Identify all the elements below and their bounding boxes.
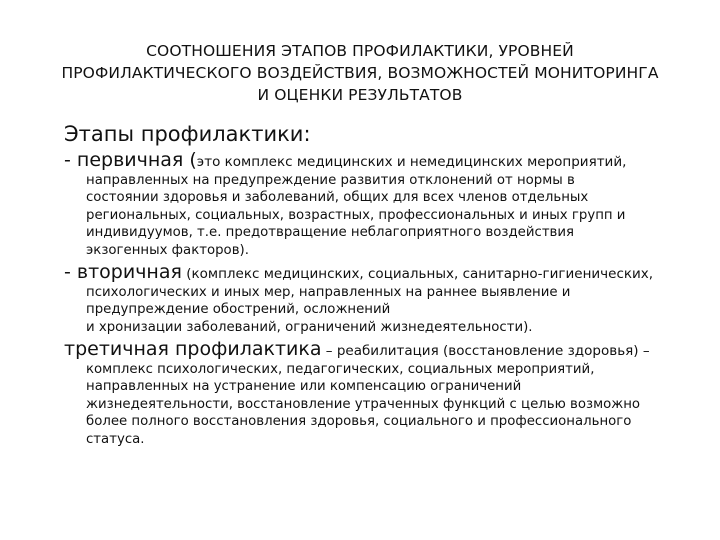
primary-lead-text: это комплекс медицинских и немедицинских мероприятий, [196, 154, 627, 170]
primary-term: - первичная ( [64, 149, 197, 171]
secondary-prevention-block [64, 262, 653, 336]
title-line: ПРОФИЛАКТИЧЕСКОГО ВОЗДЕЙСТВИЯ, ВОЗМОЖНОСТЕЙ МОНИТОРИНГА [61, 64, 659, 82]
title-line: И ОЦЕНКИ РЕЗУЛЬТАТОВ [257, 86, 463, 104]
tertiary-prevention-block [64, 339, 650, 448]
tertiary-text-line: направленных на устранение или компенсацию ограничений [86, 379, 522, 395]
tertiary-text-line: статуса. [86, 431, 145, 447]
primary-text-line: направленных на предупреждение развития отклонений от нормы в [86, 173, 575, 188]
title-line: СООТНОШЕНИЯ ЭТАПОВ ПРОФИЛАКТИКИ, УРОВНЕЙ [146, 42, 574, 60]
tertiary-lead [64, 339, 650, 361]
secondary-text-line: и хронизации заболеваний, ограничений жизнедеятельности). [86, 319, 533, 335]
tertiary-text-line: комплекс психологических, педагогических, социальных мероприятий, [86, 362, 595, 377]
primary-text-line: состоянии здоровья и заболеваний, общих для всех членов отдельных [86, 190, 589, 206]
primary-text-line: индивидуумов, т.е. предотвращение неблагоприятного воздействия [86, 225, 575, 241]
primary-lead [64, 150, 626, 172]
secondary-text-line: психологических и иных мер, направленных на раннее выявление и [86, 285, 571, 300]
primary-prevention-block [64, 150, 626, 259]
secondary-lead [64, 262, 653, 284]
secondary-term: - вторичная [64, 261, 182, 283]
tertiary-term: третичная профилактика [64, 338, 322, 360]
primary-text-line: экзогенных факторов). [86, 242, 249, 258]
slide-title [40, 40, 680, 106]
tertiary-text-line: более полного восстановления здоровья, социального и профессионального [86, 414, 632, 430]
tertiary-lead-text: – реабилитация (восстановление здоровья) – [321, 343, 650, 359]
tertiary-text-line: жизнедеятельности, восстановление утраченных функций с целью возможно [86, 396, 641, 412]
secondary-text-line: предупреждение обострений, осложнений [86, 302, 391, 318]
secondary-lead-text: (комплекс медицинских, социальных, санитарно-гигиенических, [181, 266, 654, 282]
primary-text-line: региональных, социальных, возрастных, профессиональных и иных групп и [86, 207, 626, 223]
stages-heading: Этапы профилактики: [64, 122, 311, 146]
